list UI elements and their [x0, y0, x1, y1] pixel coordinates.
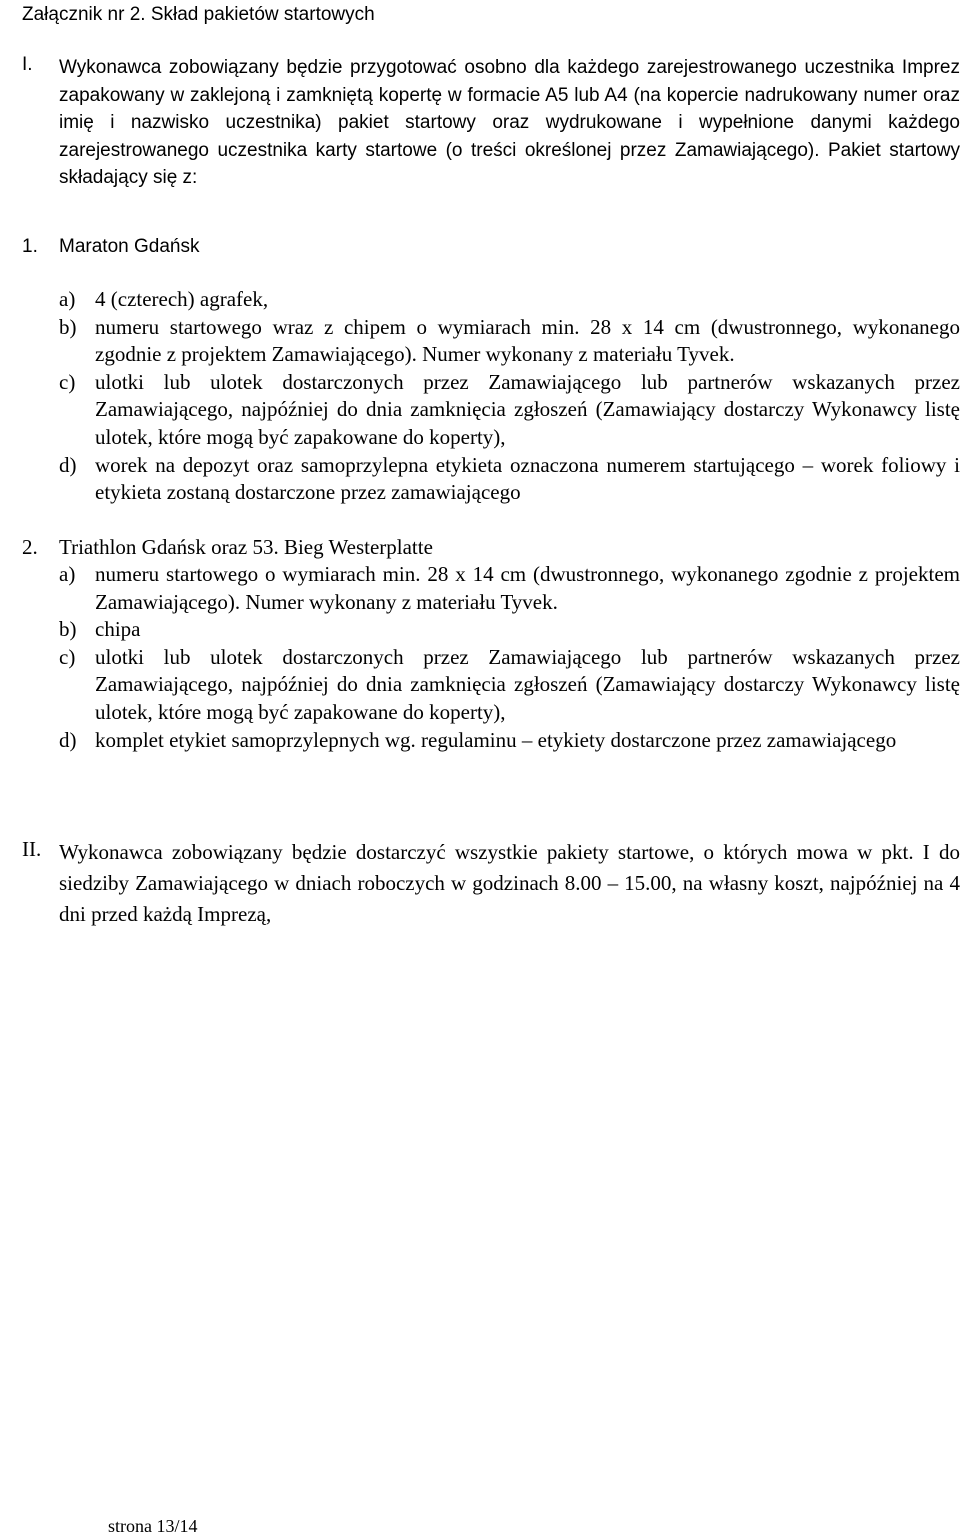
list-item-label: a)	[59, 562, 76, 586]
list-item-label: c)	[59, 369, 76, 394]
list-triathlon-title: Triathlon Gdańsk oraz 53. Bieg Westerplatte	[59, 535, 433, 559]
section-1-number: I.	[22, 54, 33, 75]
list-item	[22, 616, 960, 644]
list-item-text: ulotki lub ulotek dostarczonych przez Zamawiającego lub partnerów wskazanych przez Zamawiającego, najpóźniej do dnia zamknięcia zgłoszeń (Zamawiający dostarczy Wykonawcy listę ulotek, które mogą być zapakowane do koperty),	[95, 644, 960, 724]
list-item-text: ulotki lub ulotek dostarczonych przez Zamawiającego lub partnerów wskazanych przez Zamawiającego, najpóźniej do dnia zamknięcia zgłoszeń (Zamawiający dostarczy Wykonawcy listę ulotek, które mogą być zapakowane do koperty),	[95, 369, 960, 449]
list-triathlon-heading	[22, 533, 960, 561]
list-item-text: komplet etykiet samoprzylepnych wg. regulaminu – etykiety dostarczone przez zamawiającego	[95, 727, 897, 752]
section-2-text: Wykonawca zobowiązany będzie dostarczyć wszystkie pakiety startowe, o których mowa w pkt. I do siedziby Zamawiającego w dniach roboczych w godzinach 8.00 – 15.00, na własny koszt, najpóźniej na 4 dni przed każdą Imprezą,	[59, 840, 960, 926]
list-item-text: numeru startowego o wymiarach min. 28 x 14 cm (dwustronnego, wykonanego zgodnie z projektem Zamawiającego). Numer wykonany z materiału Tyvek.	[95, 562, 960, 614]
list-item	[22, 452, 960, 507]
list-item-text: 4 (czterech) agrafek,	[95, 287, 269, 311]
list-item-label: a)	[59, 287, 76, 311]
list-item	[22, 727, 960, 755]
list-maraton	[22, 233, 960, 507]
page-number: strona 13/14	[108, 1516, 198, 1536]
list-item	[22, 286, 960, 314]
list-item	[22, 561, 960, 616]
list-maraton-title: Maraton Gdańsk	[59, 236, 200, 257]
list-triathlon	[22, 533, 960, 754]
list-maraton-number: 1.	[22, 236, 38, 257]
list-triathlon-number: 2.	[22, 535, 38, 559]
list-item	[22, 314, 960, 369]
list-item-label: d)	[59, 452, 77, 477]
section-2-number: II.	[22, 837, 42, 861]
list-item-label: b)	[59, 617, 77, 642]
list-item-text: worek na depozyt oraz samoprzylepna etykieta oznaczona numerem startującego – worek foliowy i etykieta zostaną dostarczone przez zamawiającego	[95, 452, 960, 505]
section-1-text: Wykonawca zobowiązany będzie przygotować osobno dla każdego zarejestrowanego uczestnika Imprez zapakowany w zaklejoną i zamkniętą kopertę w formacie A5 lub A4 (na kopercie nadrukowany numer oraz imię i nazwisko uczestnika) pakiet startowy oraz wydrukowane i wypełnione danymi każdego zarejestrowanego uczestnika karty startowe (o treści określonej przez Zamawiającego). Pakiet startowy składający się z:	[59, 57, 960, 189]
list-item-label: b)	[59, 314, 77, 339]
list-item-label: c)	[59, 644, 76, 669]
list-maraton-heading	[22, 233, 960, 261]
document-title: Załącznik nr 2. Skład pakietów startowych	[22, 4, 375, 25]
list-item-label: d)	[59, 727, 77, 752]
list-item-text: chipa	[95, 617, 141, 642]
list-item	[22, 644, 960, 727]
list-item-text: numeru startowego wraz z chipem o wymiarach min. 28 x 14 cm (dwustronnego, wykonanego zgodnie z projektem Zamawiającego). Numer wykonany z materiału Tyvek.	[95, 314, 960, 367]
list-item	[22, 369, 960, 452]
